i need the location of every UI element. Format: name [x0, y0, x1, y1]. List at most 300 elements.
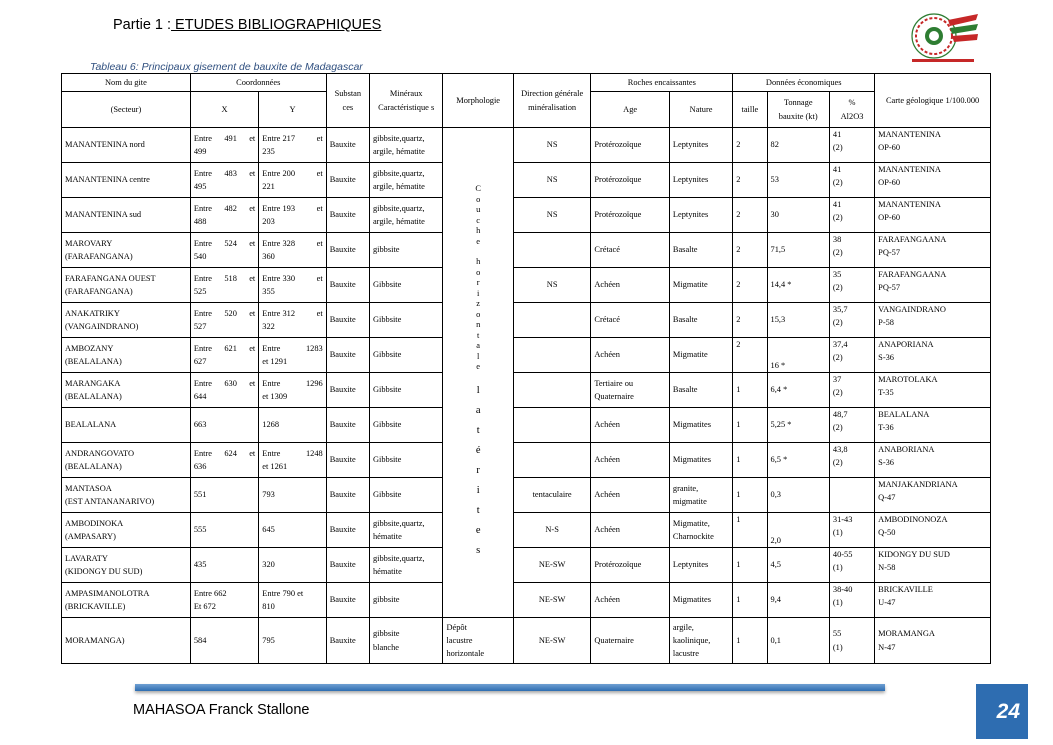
- cell-line: N-47: [878, 642, 896, 652]
- cell-nom: [62, 163, 191, 198]
- header-cell: taille: [733, 92, 767, 128]
- cell-line: ANABORIANA: [878, 445, 935, 454]
- cell-line: BEALALANA: [878, 410, 930, 419]
- cell-line: hématite: [372, 567, 402, 576]
- cell-x: [190, 303, 258, 338]
- cell-line: (2): [832, 318, 843, 328]
- cell-tonnage: 6,4 *: [767, 373, 829, 408]
- cell-line: (AMPASARY): [65, 532, 116, 541]
- cell-substance: Bauxite: [326, 513, 369, 548]
- cell-line: 221: [262, 182, 275, 191]
- cell-substance: Bauxite: [326, 618, 369, 664]
- coord-part: et: [249, 168, 256, 178]
- cell-line: MAROTOLAKA: [878, 375, 938, 384]
- cell-nom: [62, 373, 191, 408]
- coord-part: et: [316, 308, 323, 318]
- cell-line: (BEALALANA): [65, 462, 122, 471]
- cell-line: [262, 307, 322, 320]
- cell-tonnage: 16 *: [767, 338, 829, 373]
- cell-al2o3: [829, 233, 874, 268]
- morph-letter: e: [476, 236, 481, 246]
- cell-taille: 2: [733, 198, 767, 233]
- cell-carte: [875, 233, 991, 268]
- cell-y: [259, 303, 326, 338]
- coord-part: Entre 312: [262, 308, 296, 318]
- coord-part: Entre: [262, 343, 281, 353]
- cell-tonnage: 30: [767, 198, 829, 233]
- cell-x: [190, 163, 258, 198]
- cell-line: (2): [832, 423, 843, 433]
- cell-al2o3: [829, 443, 874, 478]
- cell-line: Dépôt: [446, 622, 467, 632]
- cell-line: horizontale: [446, 649, 485, 658]
- cell-line: et 1261: [262, 462, 288, 471]
- cell-line: P-58: [878, 318, 894, 328]
- coord-part: Entre: [262, 448, 281, 458]
- cell-line: 40-55: [832, 550, 853, 559]
- morph-letter: é: [475, 444, 481, 456]
- table-row: [62, 268, 991, 303]
- cell-line: (1): [832, 528, 843, 538]
- cell-direction: [513, 303, 590, 338]
- coord-part: et: [249, 133, 256, 143]
- cell-line: T-35: [878, 388, 894, 398]
- cell-tonnage: 0,3: [767, 478, 829, 513]
- cell-line: MANANTENINA sud: [65, 210, 142, 220]
- cell-mineraux: [369, 268, 442, 303]
- cell-tonnage: 71,5: [767, 233, 829, 268]
- cell-line: 644: [193, 392, 207, 401]
- cell-age: Achéen: [591, 478, 670, 513]
- cell-taille: 2: [733, 338, 767, 373]
- cell-substance: Bauxite: [326, 478, 369, 513]
- cell-line: Gibbsite: [372, 385, 402, 395]
- cell-taille: 1: [733, 583, 767, 618]
- cell-line: ANDRANGOVATO: [65, 448, 135, 458]
- cell-line: N-58: [878, 563, 896, 573]
- cell-tonnage: 14,4 *: [767, 268, 829, 303]
- cell-taille: 1: [733, 373, 767, 408]
- cell-substance: Bauxite: [326, 338, 369, 373]
- cell-nature: Basalte: [669, 303, 732, 338]
- cell-carte: [875, 443, 991, 478]
- cell-direction: NS: [513, 198, 590, 233]
- cell-direction: tentaculaire: [513, 478, 590, 513]
- cell-line: 235: [262, 147, 275, 156]
- header-cell: Age: [591, 92, 670, 128]
- cell-line: gibbsite: [372, 629, 400, 639]
- morph-letter: n: [476, 320, 481, 330]
- cell-line: PQ-57: [878, 248, 901, 258]
- cell-line: (KIDONGY DU SUD): [65, 567, 143, 576]
- morphology-vertical-couche: [446, 184, 509, 373]
- cell-line: [262, 377, 322, 390]
- coord-part: 1283: [305, 343, 323, 353]
- cell-nom: [62, 268, 191, 303]
- cell-nature: Basalte: [669, 373, 732, 408]
- cell-line: granite,: [672, 483, 699, 493]
- cell-y: [259, 513, 326, 548]
- cell-taille: 1: [733, 513, 767, 548]
- cell-mineraux: [369, 373, 442, 408]
- morph-letter: o: [476, 267, 481, 277]
- cell-line: lacustre: [446, 635, 473, 645]
- coord-part: 482: [224, 203, 237, 213]
- cell-line: (FARAFANGANA): [65, 252, 133, 261]
- coord-part: et: [316, 203, 323, 213]
- cell-carte: [875, 163, 991, 198]
- morph-letter: e: [475, 524, 481, 536]
- cell-line: 488: [193, 217, 207, 226]
- cell-mineraux: [369, 478, 442, 513]
- cell-line: 663: [193, 420, 207, 430]
- cell-mineraux: [369, 198, 442, 233]
- coord-part: 1248: [305, 448, 323, 458]
- coord-part: Entre: [193, 378, 212, 388]
- cell-line: Gibbsite: [372, 280, 402, 290]
- cell-age: Achéen: [591, 408, 670, 443]
- coord-part: 524: [224, 238, 237, 248]
- cell-substance: Bauxite: [326, 443, 369, 478]
- cell-age: Achéen: [591, 338, 670, 373]
- header-title: ETUDES BIBLIOGRAPHIQUES: [171, 17, 382, 33]
- cell-line: Entre 662: [193, 588, 227, 598]
- cell-line: [194, 447, 255, 460]
- coord-part: Entre: [193, 133, 212, 143]
- header-cell: Y: [259, 92, 326, 128]
- cell-direction: NS: [513, 128, 590, 163]
- morph-letter: u: [476, 205, 481, 215]
- cell-line: kaolinique,: [672, 635, 711, 645]
- cell-direction: [513, 338, 590, 373]
- table-row: [62, 478, 991, 513]
- cell-age: Protérozoïque: [591, 548, 670, 583]
- cell-carte: [875, 268, 991, 303]
- morph-letter: e: [476, 362, 481, 372]
- coord-part: Entre: [193, 448, 212, 458]
- cell-line: (2): [832, 458, 843, 468]
- cell-line: gibbsite: [372, 245, 400, 255]
- cell-nom: [62, 443, 191, 478]
- cell-line: argile, hématite: [372, 182, 425, 191]
- header-cell: X: [190, 92, 258, 128]
- university-logo-icon: [900, 10, 980, 65]
- cell-nom: [62, 198, 191, 233]
- cell-x: [190, 338, 258, 373]
- cell-line: gibbsite: [372, 595, 400, 605]
- cell-line: [194, 272, 255, 285]
- cell-line: (2): [832, 143, 843, 153]
- cell-nature: Migmatites: [669, 443, 732, 478]
- header-cell: Tonnage bauxite (kt): [767, 92, 829, 128]
- cell-line: MORAMANGA: [878, 629, 935, 639]
- cell-line: 203: [262, 217, 275, 226]
- page-number: 24: [996, 700, 1020, 723]
- cell-taille: 1: [733, 548, 767, 583]
- cell-line: 38: [832, 235, 842, 244]
- cell-x: [190, 478, 258, 513]
- cell-age: Crétacé: [591, 233, 670, 268]
- cell-al2o3: [829, 583, 874, 618]
- cell-line: 35,7: [832, 305, 848, 314]
- cell-line: Gibbsite: [372, 490, 402, 500]
- cell-line: 41: [832, 130, 842, 139]
- cell-direction: N-S: [513, 513, 590, 548]
- cell-y: [259, 268, 326, 303]
- coord-part: et: [249, 273, 256, 283]
- cell-y: [259, 443, 326, 478]
- cell-substance: Bauxite: [326, 303, 369, 338]
- cell-y: [259, 548, 326, 583]
- cell-line: gibbsite,quartz,: [372, 133, 425, 143]
- cell-x: [190, 233, 258, 268]
- cell-substance: Bauxite: [326, 128, 369, 163]
- cell-line: 525: [193, 287, 207, 296]
- coord-part: 520: [224, 308, 237, 318]
- cell-line: MANANTENINA: [878, 165, 941, 174]
- cell-nature: Migmatite: [669, 338, 732, 373]
- cell-nom: [62, 128, 191, 163]
- coord-part: et: [316, 238, 323, 248]
- cell-line: PQ-57: [878, 283, 901, 293]
- cell-y: [259, 478, 326, 513]
- cell-line: [194, 307, 255, 320]
- coord-part: Entre: [193, 168, 212, 178]
- cell-line: (FARAFANGANA): [65, 287, 133, 296]
- cell-x: [190, 513, 258, 548]
- cell-line: 795: [262, 635, 275, 645]
- cell-line: MAROVARY: [65, 238, 113, 248]
- cell-carte: [875, 128, 991, 163]
- cell-line: MARANGAKA: [65, 378, 121, 388]
- cell-al2o3: [829, 128, 874, 163]
- cell-line: BEALALANA: [65, 420, 117, 430]
- cell-line: 810: [262, 602, 275, 611]
- cell-line: blanche: [372, 642, 400, 652]
- page-number-badge: [976, 684, 1028, 739]
- cell-line: 645: [262, 525, 275, 535]
- table-row: [62, 128, 991, 163]
- coord-part: et: [249, 203, 256, 213]
- coord-part: 621: [224, 343, 237, 353]
- cell-line: 627: [193, 357, 207, 366]
- cell-line: [194, 237, 255, 250]
- page-header: [113, 17, 381, 33]
- cell-line: MANTASOA: [65, 483, 112, 493]
- cell-line: U-47: [878, 598, 896, 608]
- cell-taille: 2: [733, 163, 767, 198]
- cell-mineraux: [369, 233, 442, 268]
- cell-carte: [875, 583, 991, 618]
- cell-line: [262, 237, 322, 250]
- cell-tonnage: 5,25 *: [767, 408, 829, 443]
- header-cell: % Al2O3: [829, 92, 874, 128]
- cell-line: hématite: [372, 532, 402, 541]
- cell-nature: [669, 513, 732, 548]
- cell-line: (VANGAINDRANO): [65, 322, 139, 331]
- coord-part: 491: [224, 133, 237, 143]
- cell-age: Achéen: [591, 513, 670, 548]
- cell-y: [259, 163, 326, 198]
- cell-line: 320: [262, 560, 275, 570]
- table-row: [62, 443, 991, 478]
- cell-line: Gibbsite: [372, 455, 402, 465]
- cell-taille: 1: [733, 443, 767, 478]
- cell-line: ANAKATRIKY: [65, 308, 120, 318]
- cell-line: et 1291: [262, 357, 288, 366]
- cell-line: argile, hématite: [372, 217, 425, 226]
- cell-line: (BEALALANA): [65, 357, 122, 366]
- morphology-vertical-laterites: [446, 381, 509, 561]
- cell-al2o3: [829, 618, 874, 664]
- header-cell: Direction générale minéralisation: [513, 74, 590, 128]
- morph-letter: o: [476, 194, 481, 204]
- cell-line: 527: [193, 322, 207, 331]
- cell-carte: [875, 618, 991, 664]
- cell-mineraux: [369, 163, 442, 198]
- cell-nom: [62, 513, 191, 548]
- cell-line: [262, 202, 322, 215]
- cell-line: MANANTENINA: [878, 200, 941, 209]
- cell-mineraux: [369, 548, 442, 583]
- cell-line: 37,4: [832, 340, 848, 349]
- cell-x: [190, 128, 258, 163]
- morph-letter: C: [475, 184, 481, 194]
- morph-letter: r: [476, 464, 480, 476]
- cell-al2o3: [829, 478, 874, 513]
- table-row: [62, 408, 991, 443]
- coord-part: Entre 217: [262, 133, 296, 143]
- cell-age: Protérozoïque: [591, 128, 670, 163]
- cell-taille: 1: [733, 408, 767, 443]
- cell-mineraux: [369, 513, 442, 548]
- cell-line: [262, 342, 322, 355]
- cell-line: [194, 342, 255, 355]
- cell-line: 41: [832, 200, 842, 209]
- morph-letter: h: [476, 226, 481, 236]
- coord-part: Entre: [193, 203, 212, 213]
- table-row: [62, 373, 991, 408]
- cell-direction: NS: [513, 268, 590, 303]
- cell-line: MANJAKANDRIANA: [878, 480, 958, 489]
- table-row: [62, 583, 991, 618]
- cell-tonnage: 82: [767, 128, 829, 163]
- header-cell: Substan ces: [326, 74, 369, 128]
- cell-line: argile,: [672, 622, 694, 632]
- cell-al2o3: [829, 408, 874, 443]
- coord-part: Entre: [262, 378, 281, 388]
- cell-nature: Leptynites: [669, 163, 732, 198]
- coord-part: et: [249, 308, 256, 318]
- cell-nature: Leptynites: [669, 128, 732, 163]
- cell-line: AMBOZANY: [65, 343, 114, 353]
- cell-line: argile, hématite: [372, 147, 425, 156]
- cell-direction: NE-SW: [513, 618, 590, 664]
- cell-line: S-36: [878, 353, 894, 363]
- coord-part: Entre 193: [262, 203, 296, 213]
- cell-nom: [62, 303, 191, 338]
- cell-tonnage: 6,5 *: [767, 443, 829, 478]
- coord-part: et: [249, 343, 256, 353]
- cell-line: MANANTENINA nord: [65, 140, 145, 150]
- table-row: [62, 303, 991, 338]
- cell-tonnage: 0,1: [767, 618, 829, 664]
- cell-y: [259, 128, 326, 163]
- morph-letter: a: [476, 341, 481, 351]
- cell-mineraux: [369, 338, 442, 373]
- cell-substance: Bauxite: [326, 198, 369, 233]
- cell-line: Gibbsite: [372, 420, 402, 430]
- coord-part: Entre: [193, 343, 212, 353]
- morph-letter: t: [476, 504, 480, 516]
- cell-carte: [875, 478, 991, 513]
- cell-morphologie: [443, 618, 513, 664]
- cell-nature: Leptynites: [669, 198, 732, 233]
- cell-line: 31-43: [832, 515, 853, 524]
- header-cell: Nature: [669, 92, 732, 128]
- cell-line: gibbsite,quartz,: [372, 553, 425, 563]
- cell-carte: [875, 548, 991, 583]
- cell-nature: Migmatite: [669, 268, 732, 303]
- footer-author: MAHASOA Franck Stallone: [133, 702, 310, 718]
- cell-line: Et 672: [193, 602, 216, 611]
- cell-line: 499: [193, 147, 207, 156]
- cell-y: [259, 583, 326, 618]
- cell-age: Achéen: [591, 583, 670, 618]
- cell-x: [190, 583, 258, 618]
- coord-part: 483: [224, 168, 237, 178]
- cell-age: Quaternaire: [591, 618, 670, 664]
- cell-line: 360: [262, 252, 275, 261]
- cell-al2o3: [829, 268, 874, 303]
- cell-line: OP-60: [878, 213, 901, 223]
- header-row-1: [62, 74, 991, 92]
- morph-letter: i: [477, 288, 480, 298]
- cell-line: OP-60: [878, 143, 901, 153]
- morph-letter: t: [477, 330, 480, 340]
- cell-nature: Basalte: [669, 233, 732, 268]
- coord-part: 518: [224, 273, 237, 283]
- cell-y: [259, 618, 326, 664]
- cell-line: gibbsite,quartz,: [372, 203, 425, 213]
- cell-age: Protérozoïque: [591, 163, 670, 198]
- morph-letter: l: [477, 351, 480, 361]
- morph-letter: t: [476, 424, 480, 436]
- coord-part: et: [249, 378, 256, 388]
- morph-letter: h: [476, 257, 481, 267]
- cell-line: 1268: [262, 420, 280, 430]
- cell-x: [190, 443, 258, 478]
- coord-part: et: [316, 133, 323, 143]
- cell-line: AMBODINOKA: [65, 518, 124, 528]
- header-cell: Roches encaissantes: [591, 74, 733, 92]
- coord-part: et: [249, 238, 256, 248]
- header-cell: Morphologie: [443, 74, 513, 128]
- cell-line: KIDONGY DU SUD: [878, 550, 950, 559]
- coord-part: Entre: [193, 308, 212, 318]
- cell-age: Crétacé: [591, 303, 670, 338]
- cell-line: 435: [193, 560, 207, 570]
- cell-line: 555: [193, 525, 207, 535]
- cell-line: 322: [262, 322, 275, 331]
- morph-letter: a: [475, 404, 481, 416]
- cell-line: [262, 272, 322, 285]
- table-row: [62, 513, 991, 548]
- cell-line: T-36: [878, 423, 894, 433]
- cell-taille: 2: [733, 268, 767, 303]
- cell-line: (BEALALANA): [65, 392, 122, 401]
- cell-nom: [62, 408, 191, 443]
